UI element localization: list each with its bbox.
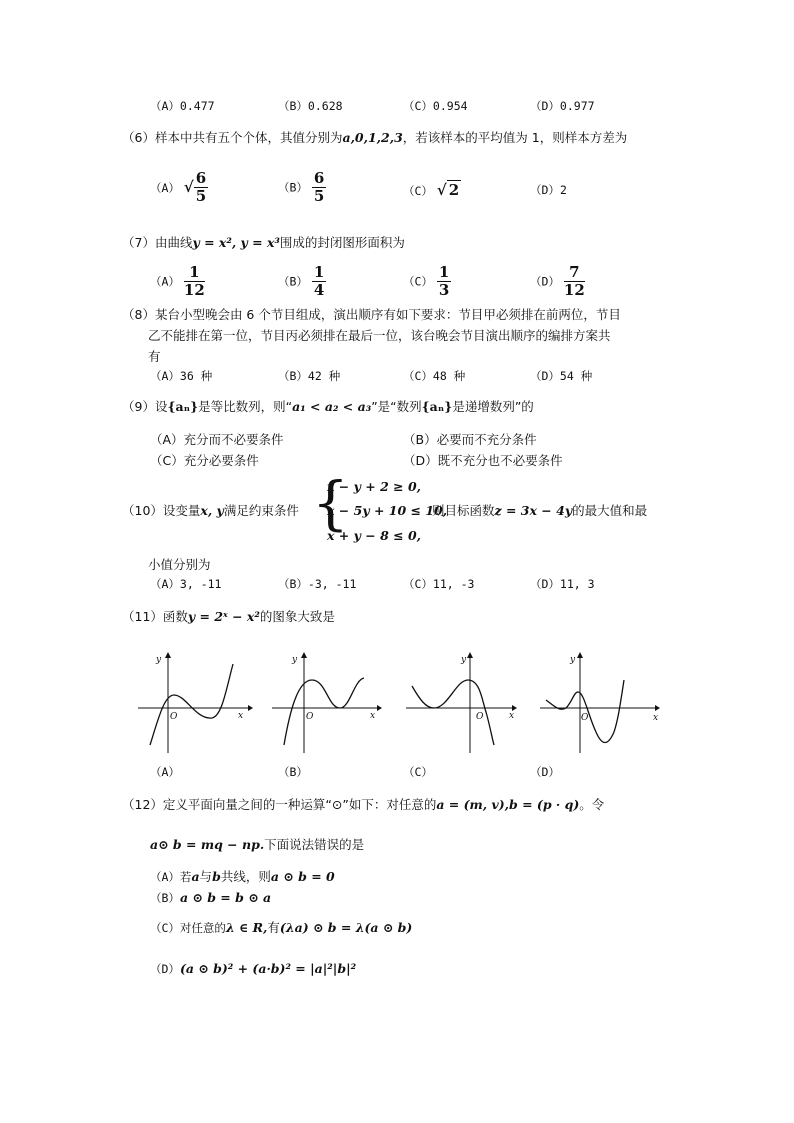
axis-label-x: x [370, 711, 376, 721]
origin-label: O [306, 712, 314, 722]
q7-stem: （7）由曲线y = x², y = x³围成的封闭图形面积为 [122, 235, 405, 250]
q8-option-a: （A）36 种 [150, 369, 213, 383]
axis-label-x: x [238, 711, 244, 721]
q8-stem-line1: （8）某台小型晚会由 6 个节目组成，演出顺序有如下要求：节目甲必须排在前两位，节目 [122, 307, 621, 322]
q6-option-a: （A） √ $\frac{6}{5}$ [150, 169, 207, 206]
origin-label: O [581, 713, 589, 723]
graph-c [406, 650, 524, 755]
q6-option-b: （B） $\frac{6}{5}$ [278, 169, 325, 206]
q6-option-d: （D）2 [530, 183, 567, 197]
q6-stem: （6）样本中共有五个个体，其值分别为a,0,1,2,3，若该样本的平均值为 1，则样本方差为 [122, 130, 628, 145]
q12-stem-line1: （12）定义平面向量之间的一种运算“⊙”如下：对任意的a = (m, v),b = (p · q)。令 [122, 797, 605, 812]
axis-label-y: y [570, 655, 576, 665]
q12-stem-line2: a⊙ b = mq − np.下面说法错误的是 [150, 837, 365, 852]
q7-option-b: （B） $\frac{1}{4}$ [278, 263, 325, 300]
q5-option-d: （D）0.977 [530, 99, 595, 113]
q12-option-a: （A）若a与b共线，则a ⊙ b = 0 [150, 869, 335, 884]
q6-option-c: （C） √ 2 [403, 181, 460, 199]
q9-option-d: （D）既不充分也不必要条件 [403, 453, 563, 468]
q8-stem-line2: 乙不能排在第一位，节目丙必须排在最后一位，该台晚会节目演出顺序的编排方案共 [148, 328, 611, 343]
graph-a [138, 650, 253, 755]
axis-label-x: x [509, 711, 515, 721]
axis-label-y: y [292, 655, 298, 665]
q12-option-d: （D）(a ⊙ b)² + (a·b)² = |a|²|b|² [150, 961, 357, 976]
q9-option-a: （A）充分而不必要条件 [150, 432, 284, 447]
q11-label-c: （C） [403, 765, 433, 779]
q5-option-b: （B）0.628 [278, 99, 343, 113]
q5-option-a: （A）0.477 [150, 99, 215, 113]
q7-option-c: （C） $\frac{1}{3}$ [403, 263, 450, 300]
q7-option-a: （A） $\frac{1}{12}$ [150, 263, 205, 300]
graph-d [540, 650, 665, 755]
q10-option-b: （B）-3, -11 [278, 577, 357, 591]
q10-stem-line2: 小值分别为 [148, 557, 211, 572]
q9-stem: （9）设{aₙ}是等比数列，则“a₁ < a₂ < a₃”是“数列{aₙ}是递增数列”的 [122, 399, 534, 414]
axis-label-y: y [461, 655, 467, 665]
constraint-2: x − 5y + 10 ≤ 10, [327, 503, 448, 518]
left-brace: { [312, 469, 349, 537]
axis-label-y: y [156, 655, 162, 665]
q8-stem-line3: 有 [148, 349, 161, 364]
q9-option-c: （C）充分必要条件 [150, 453, 259, 468]
q11-label-a: （A） [150, 765, 180, 779]
q12-option-c: （C）对任意的λ ∈ R,有(λa) ⊙ b = λ(a ⊙ b) [150, 920, 413, 935]
q8-option-c: （C）48 种 [403, 369, 466, 383]
q8-option-d: （D）54 种 [530, 369, 593, 383]
q11-label-d: （D） [530, 765, 560, 779]
constraint-3: x + y − 8 ≤ 0, [327, 528, 421, 543]
q8-option-b: （B）42 种 [278, 369, 341, 383]
q11-label-b: （B） [278, 765, 308, 779]
q10-stem-prefix: （10）设变量x, y满足约束条件 [122, 503, 299, 518]
q10-option-d: （D）11, 3 [530, 577, 595, 591]
graph-b [272, 650, 387, 755]
q11-stem: （11）函数y = 2ˣ − x²的图象大致是 [122, 609, 335, 624]
q10-option-c: （C）11, -3 [403, 577, 475, 591]
q7-option-d: （D） $\frac{7}{12}$ [530, 263, 585, 300]
q10-stem-suffix: 则目标函数z = 3x − 4y的最大值和最 [432, 503, 648, 518]
axis-label-x: x [653, 713, 659, 723]
q5-option-c: （C）0.954 [403, 99, 468, 113]
q12-option-b: （B）a ⊙ b = b ⊙ a [150, 890, 272, 905]
origin-label: O [476, 712, 484, 722]
q9-option-b: （B）必要而不充分条件 [403, 432, 537, 447]
constraint-1: x − y + 2 ≥ 0, [327, 479, 421, 494]
origin-label: O [170, 712, 178, 722]
q10-option-a: （A）3, -11 [150, 577, 222, 591]
